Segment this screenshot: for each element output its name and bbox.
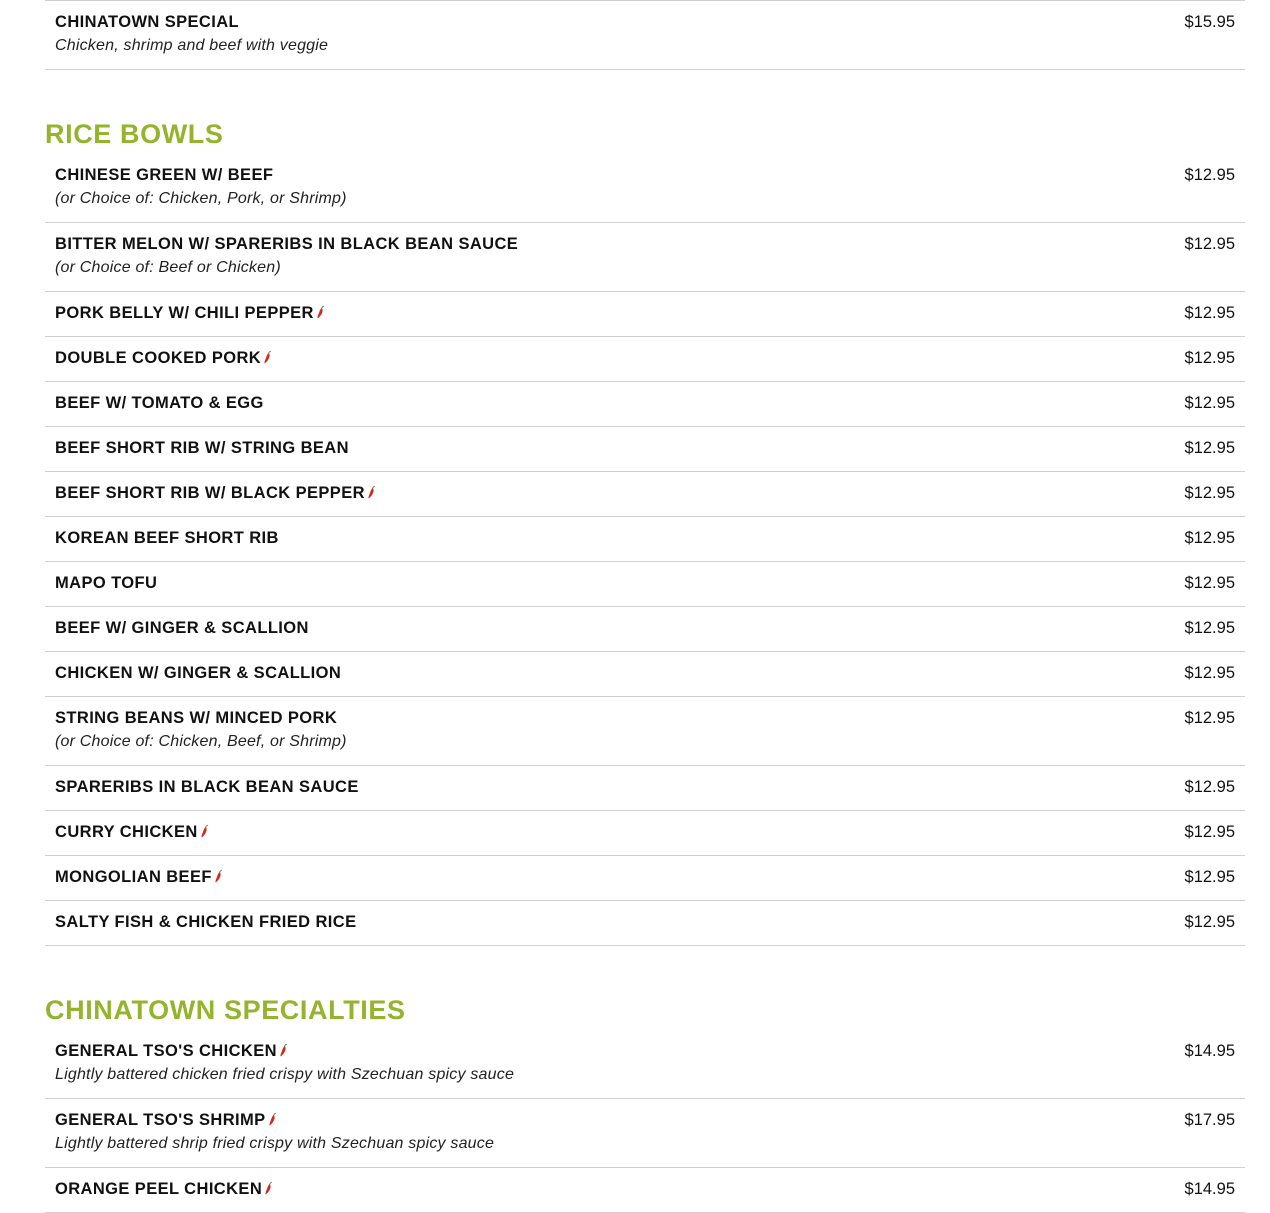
chili-pepper-icon: [264, 1181, 273, 1195]
menu-item: [45, 607, 1245, 652]
item-price: $12.95: [1184, 484, 1235, 502]
item-name-wrap: [55, 527, 279, 549]
item-price: $12.95: [1184, 823, 1235, 841]
menu-item: [45, 652, 1245, 697]
menu-item: [45, 382, 1245, 427]
item-name-wrap: [55, 1109, 277, 1131]
item-name-wrap: [55, 1040, 288, 1062]
item-price: $12.95: [1184, 394, 1235, 412]
chili-pepper-icon: [279, 1043, 288, 1057]
item-price: $17.95: [1184, 1111, 1235, 1129]
item-name-wrap: [55, 437, 349, 459]
menu-item: [45, 223, 1245, 292]
item-name-wrap: [55, 776, 359, 798]
chili-pepper-icon: [214, 869, 223, 883]
item-name-wrap: [55, 482, 376, 504]
item-price: $14.95: [1184, 1180, 1235, 1198]
item-price: $12.95: [1184, 778, 1235, 796]
item-price: $12.95: [1184, 529, 1235, 547]
item-name-wrap: [55, 911, 356, 933]
item-name: GENERAL TSO'S SHRIMP: [55, 1111, 266, 1129]
section-title-specialties: CHINATOWN SPECIALTIES: [45, 995, 406, 1025]
item-name-wrap: [55, 392, 264, 414]
menu: [45, 0, 1245, 1213]
menu-item-chinatown-special: [45, 1, 1245, 70]
menu-item: [45, 154, 1245, 223]
item-name: GENERAL TSO'S CHICKEN: [55, 1042, 277, 1060]
item-name: ORANGE PEEL CHICKEN: [55, 1180, 263, 1198]
section-title-rice-bowls: RICE BOWLS: [45, 119, 224, 149]
item-name: BEEF W/ GINGER & SCALLION: [55, 619, 309, 637]
item-description: Lightly battered chicken fried crispy with Szechuan spicy sauce: [55, 1066, 515, 1083]
item-name: CHINESE GREEN W/ BEEF: [55, 166, 274, 184]
menu-item: [45, 1168, 1245, 1213]
menu-item: [45, 901, 1245, 946]
item-price: $12.95: [1184, 349, 1235, 367]
menu-item: [45, 811, 1245, 856]
item-name-wrap: [55, 662, 341, 684]
menu-item: [45, 1030, 1245, 1099]
menu-item: [45, 697, 1245, 766]
chili-pepper-icon: [316, 305, 325, 319]
item-name: PORK BELLY W/ CHILI PEPPER: [55, 304, 314, 322]
item-price: $12.95: [1184, 619, 1235, 637]
item-name: MAPO TOFU: [55, 574, 158, 592]
item-description: (or Choice of: Beef or Chicken): [55, 259, 281, 276]
chili-pepper-icon: [263, 350, 272, 364]
item-name-wrap: [55, 302, 325, 324]
menu-item: [45, 292, 1245, 337]
item-name: CURRY CHICKEN: [55, 823, 198, 841]
menu-item: [45, 562, 1245, 607]
menu-item: [45, 472, 1245, 517]
chili-pepper-icon: [367, 485, 376, 499]
item-price: $12.95: [1184, 235, 1235, 253]
specialties-list: [45, 1030, 1245, 1213]
rice-bowls-list: [45, 154, 1245, 946]
item-name: BEEF SHORT RIB W/ STRING BEAN: [55, 439, 349, 457]
item-name: SALTY FISH & CHICKEN FRIED RICE: [55, 913, 357, 931]
item-name: BEEF SHORT RIB W/ BLACK PEPPER: [55, 484, 365, 502]
item-name: SPARERIBS IN BLACK BEAN SAUCE: [55, 778, 359, 796]
menu-item: [45, 427, 1245, 472]
item-price: $12.95: [1184, 709, 1235, 727]
item-name-wrap: [55, 164, 273, 186]
item-name-wrap: [55, 233, 518, 255]
menu-item: [45, 1099, 1245, 1168]
item-name: BEEF W/ TOMATO & EGG: [55, 394, 264, 412]
item-name: MONGOLIAN BEEF: [55, 868, 212, 886]
item-description: Chicken, shrimp and beef with veggie: [55, 37, 329, 54]
menu-item: [45, 337, 1245, 382]
item-description: (or Choice of: Chicken, Beef, or Shrimp): [55, 733, 347, 750]
chili-pepper-icon: [268, 1112, 277, 1126]
item-price: $12.95: [1184, 304, 1235, 322]
item-description: Lightly battered shrip fried crispy with Szechuan spicy sauce: [55, 1135, 495, 1152]
item-name: CHICKEN W/ GINGER & SCALLION: [55, 664, 342, 682]
item-name-wrap: [55, 707, 337, 729]
item-name-wrap: [55, 1178, 273, 1200]
item-name: BITTER MELON W/ SPARERIBS IN BLACK BEAN SAUCE: [55, 235, 519, 253]
item-name-wrap: [55, 821, 209, 843]
item-price: $12.95: [1184, 439, 1235, 457]
item-price: $15.95: [1184, 13, 1235, 31]
item-price: $12.95: [1184, 664, 1235, 682]
item-price: $12.95: [1184, 166, 1235, 184]
menu-item: [45, 856, 1245, 901]
chili-pepper-icon: [200, 824, 209, 838]
item-name-wrap: [55, 347, 272, 369]
item-price: $12.95: [1184, 574, 1235, 592]
item-name-wrap: [55, 617, 309, 639]
item-price: $14.95: [1184, 1042, 1235, 1060]
item-name-wrap: [55, 572, 157, 594]
item-name: KOREAN BEEF SHORT RIB: [55, 529, 279, 547]
menu-item: [45, 766, 1245, 811]
item-name-wrap: [55, 866, 223, 888]
item-name: DOUBLE COOKED PORK: [55, 349, 262, 367]
item-name: CHINATOWN SPECIAL: [55, 13, 240, 31]
item-name: STRING BEANS W/ MINCED PORK: [55, 709, 338, 727]
item-description: (or Choice of: Chicken, Pork, or Shrimp): [55, 190, 347, 207]
item-price: $12.95: [1184, 868, 1235, 886]
item-price: $12.95: [1184, 913, 1235, 931]
menu-item: [45, 517, 1245, 562]
